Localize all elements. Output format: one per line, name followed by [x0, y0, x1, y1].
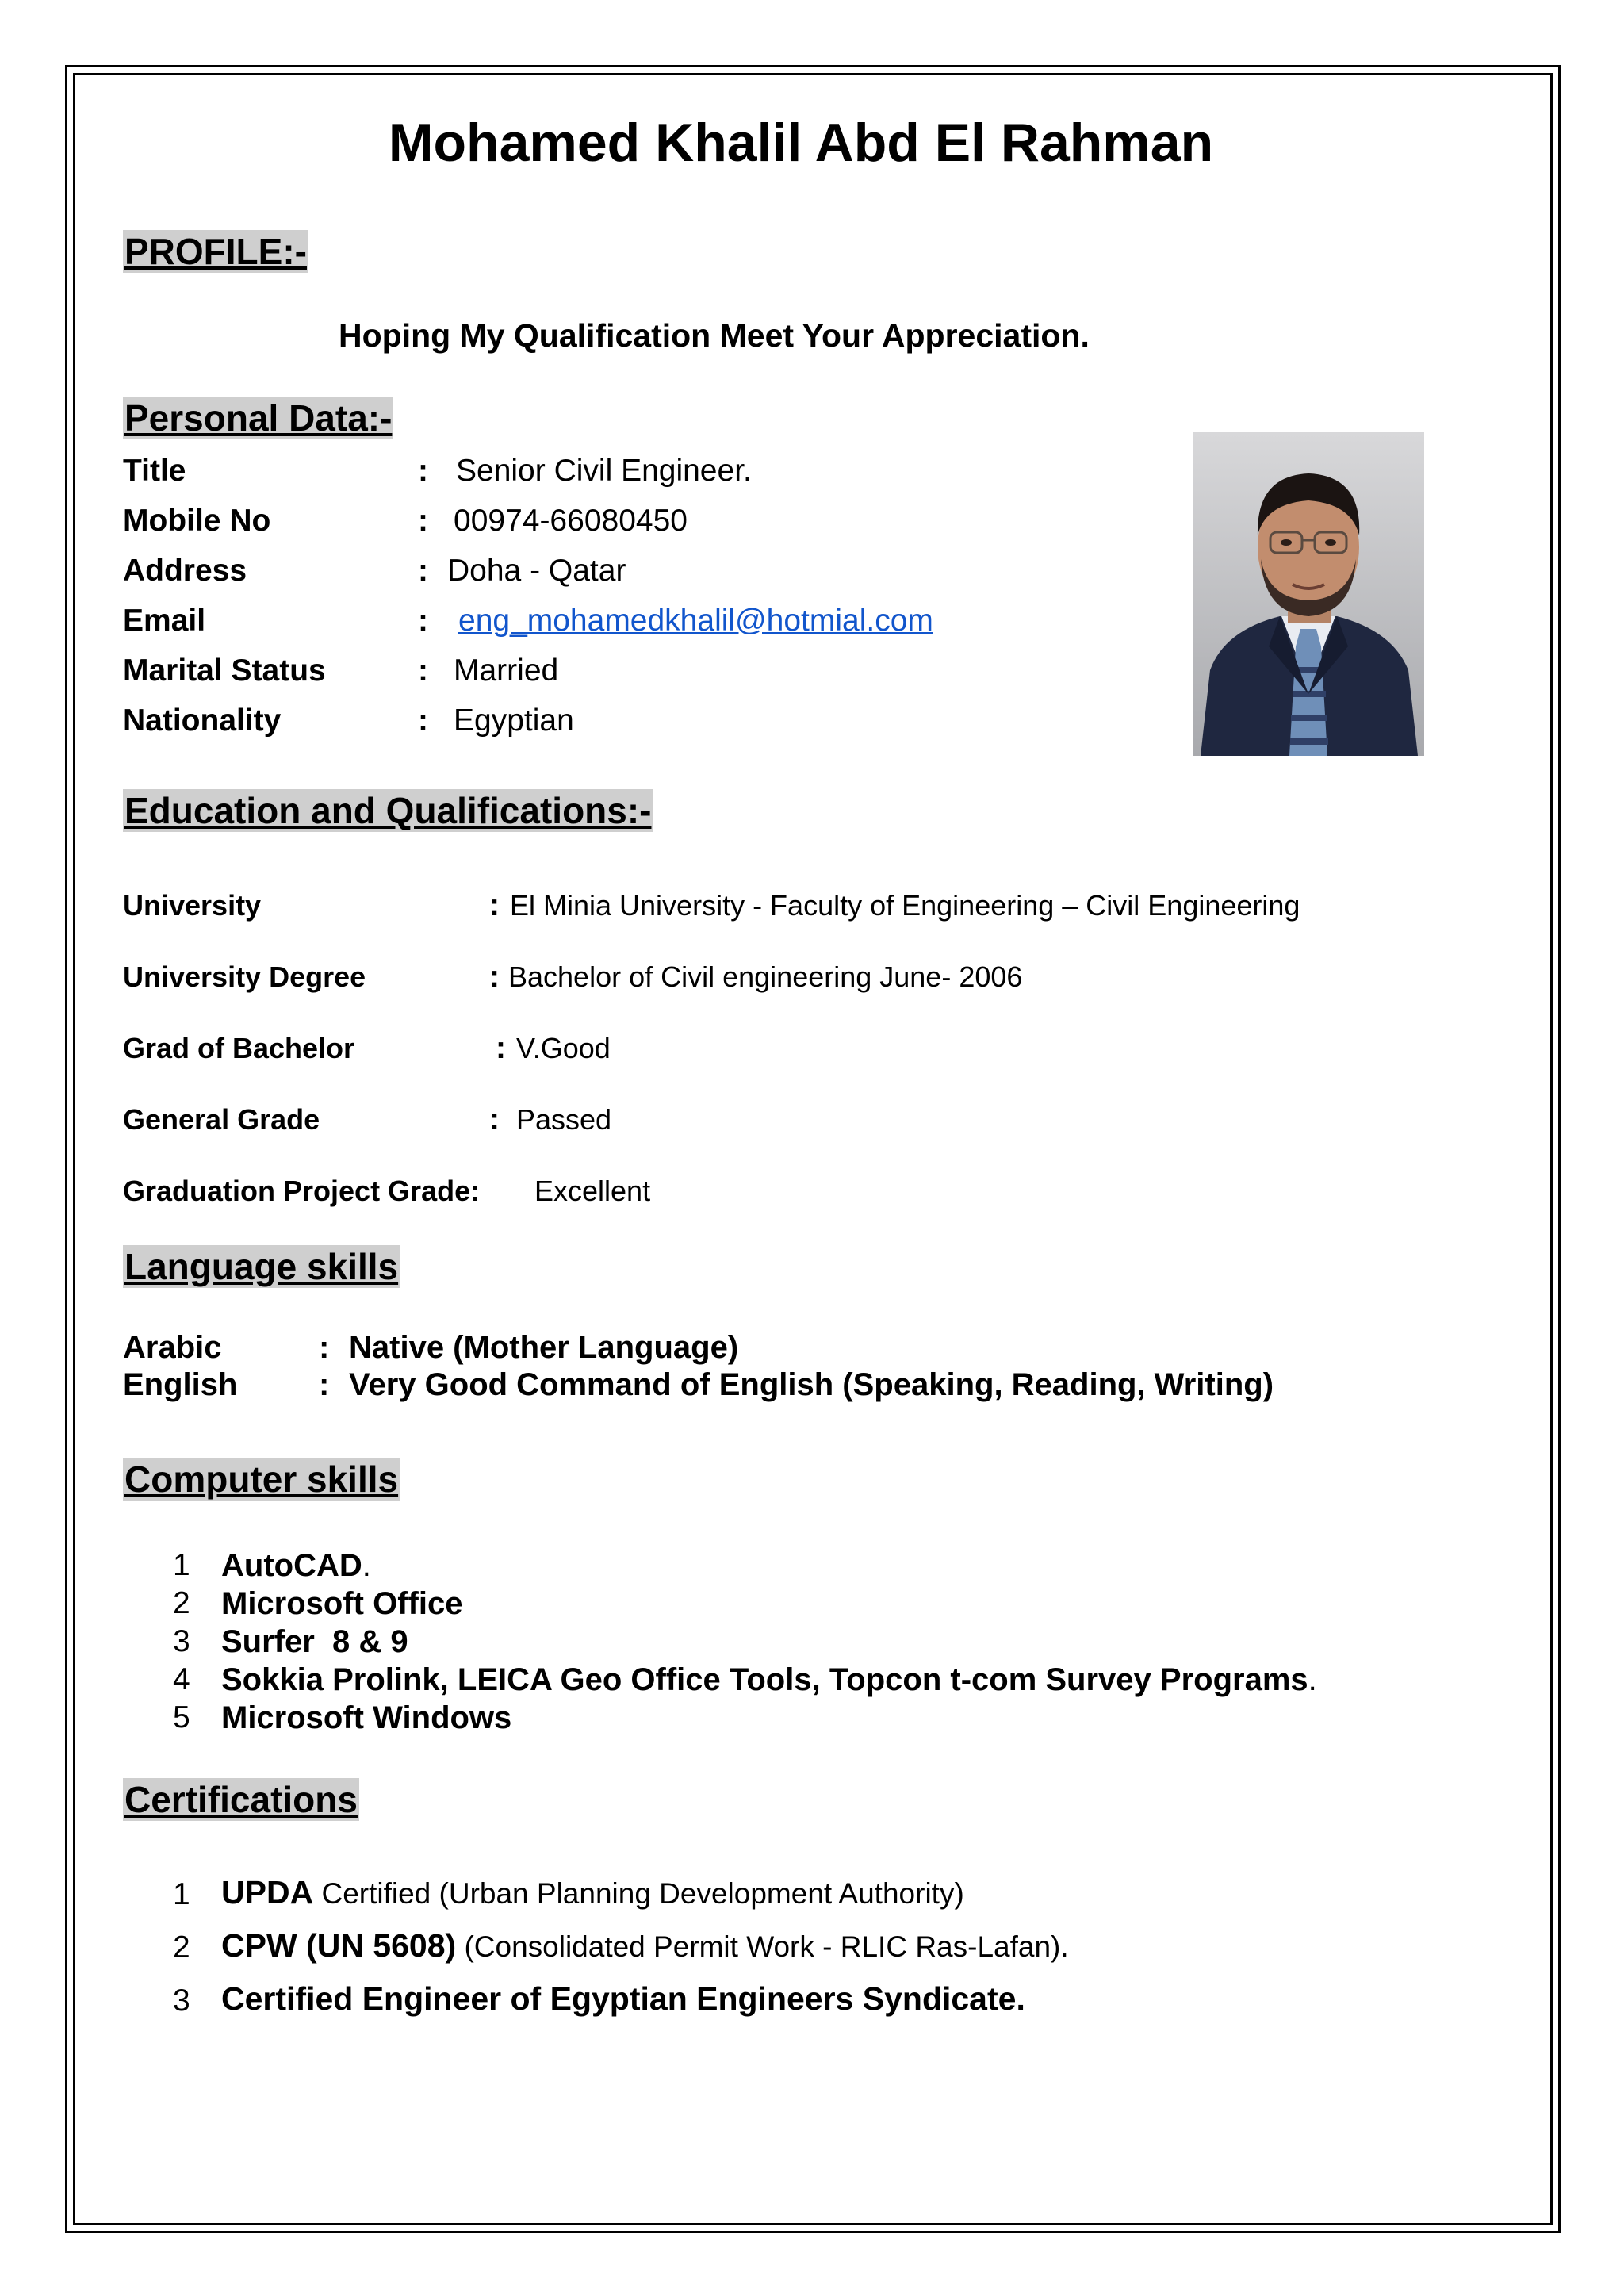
computer-skill-item: Microsoft Windows: [221, 1700, 512, 1735]
graduation-project-grade-label: Graduation Project Grade:: [123, 1175, 481, 1207]
university-degree-label: University Degree: [123, 960, 366, 993]
general-grade-colon: :: [489, 1102, 500, 1137]
profile-photo: [1193, 432, 1424, 756]
mobile-label: Mobile No: [123, 504, 271, 538]
marital-status-colon: :: [418, 654, 428, 688]
computer-skill-number: 2: [173, 1586, 190, 1620]
grad-of-bachelor-label: Grad of Bachelor: [123, 1032, 355, 1064]
marital-status-label: Marital Status: [123, 654, 326, 688]
general-grade-label: General Grade: [123, 1103, 320, 1136]
certification-item: CPW (UN 5608) (Consolidated Permit Work - RLIC Ras-Lafan).: [221, 1927, 1069, 1964]
nationality-colon: :: [418, 703, 428, 738]
address-value: Doha - Qatar: [447, 554, 626, 588]
language-arabic-label: Arabic: [123, 1330, 222, 1365]
certification-number: 3: [173, 1984, 190, 2018]
language-arabic-colon: :: [319, 1330, 330, 1365]
language-english-label: English: [123, 1367, 238, 1402]
email-colon: :: [418, 604, 428, 638]
computer-skill-number: 1: [173, 1548, 190, 1582]
language-english-value: Very Good Command of English (Speaking, Reading, Writing): [349, 1367, 1274, 1402]
personal-data-heading: Personal Data:-: [124, 397, 393, 439]
nationality-label: Nationality: [123, 703, 282, 738]
university-colon: :: [489, 888, 500, 922]
language-arabic-value: Native (Mother Language): [349, 1330, 739, 1365]
address-colon: :: [418, 554, 428, 588]
profile-statement: Hoping My Qualification Meet Your Appreciation.: [339, 317, 1090, 354]
computer-skills-heading: Computer skills: [124, 1458, 399, 1500]
certification-number: 1: [173, 1877, 190, 1911]
certification-number: 2: [173, 1930, 190, 1964]
education-heading: Education and Qualifications:-: [124, 790, 652, 831]
certification-item: Certified Engineer of Egyptian Engineers Syndicate.: [221, 1980, 1025, 2017]
title-value: Senior Civil Engineer.: [456, 454, 752, 488]
computer-skill-item: Microsoft Office: [221, 1586, 463, 1621]
nationality-value: Egyptian: [454, 703, 574, 738]
marital-status-value: Married: [454, 654, 559, 688]
computer-skill-number: 3: [173, 1624, 190, 1658]
computer-skill-number: 5: [173, 1700, 190, 1734]
grad-of-bachelor-value: V.Good: [516, 1032, 611, 1064]
grad-of-bachelor-colon: :: [496, 1031, 506, 1065]
university-value: El Minia University - Faculty of Engineering – Civil Engineering: [510, 889, 1300, 922]
general-grade-value: Passed: [516, 1103, 612, 1136]
computer-skill-number: 4: [173, 1662, 190, 1696]
mobile-colon: :: [418, 504, 428, 538]
graduation-project-grade-value: Excellent: [534, 1175, 651, 1207]
email-link[interactable]: eng_mohamedkhalil@hotmial.com: [458, 604, 933, 638]
certification-item: UPDA Certified (Urban Planning Development Authority): [221, 1874, 964, 1911]
university-label: University: [123, 889, 262, 922]
university-degree-value: Bachelor of Civil engineering June- 2006: [508, 960, 1023, 993]
language-english-colon: :: [319, 1367, 330, 1402]
cv-name: Mohamed Khalil Abd El Rahman: [388, 113, 1214, 173]
computer-skill-item: AutoCAD.: [221, 1548, 371, 1583]
profile-heading: PROFILE:-: [124, 231, 307, 272]
computer-skill-item: Sokkia Prolink, LEICA Geo Office Tools, Topcon t-com Survey Programs.: [221, 1662, 1317, 1697]
address-label: Address: [123, 554, 247, 588]
email-label: Email: [123, 604, 206, 638]
language-skills-heading: Language skills: [124, 1246, 399, 1287]
title-label: Title: [123, 454, 186, 488]
university-degree-colon: :: [489, 960, 500, 994]
title-colon: :: [418, 454, 428, 488]
mobile-value: 00974-66080450: [454, 504, 688, 538]
computer-skill-item: Surfer 8 & 9: [221, 1624, 408, 1659]
certifications-heading: Certifications: [124, 1779, 358, 1820]
